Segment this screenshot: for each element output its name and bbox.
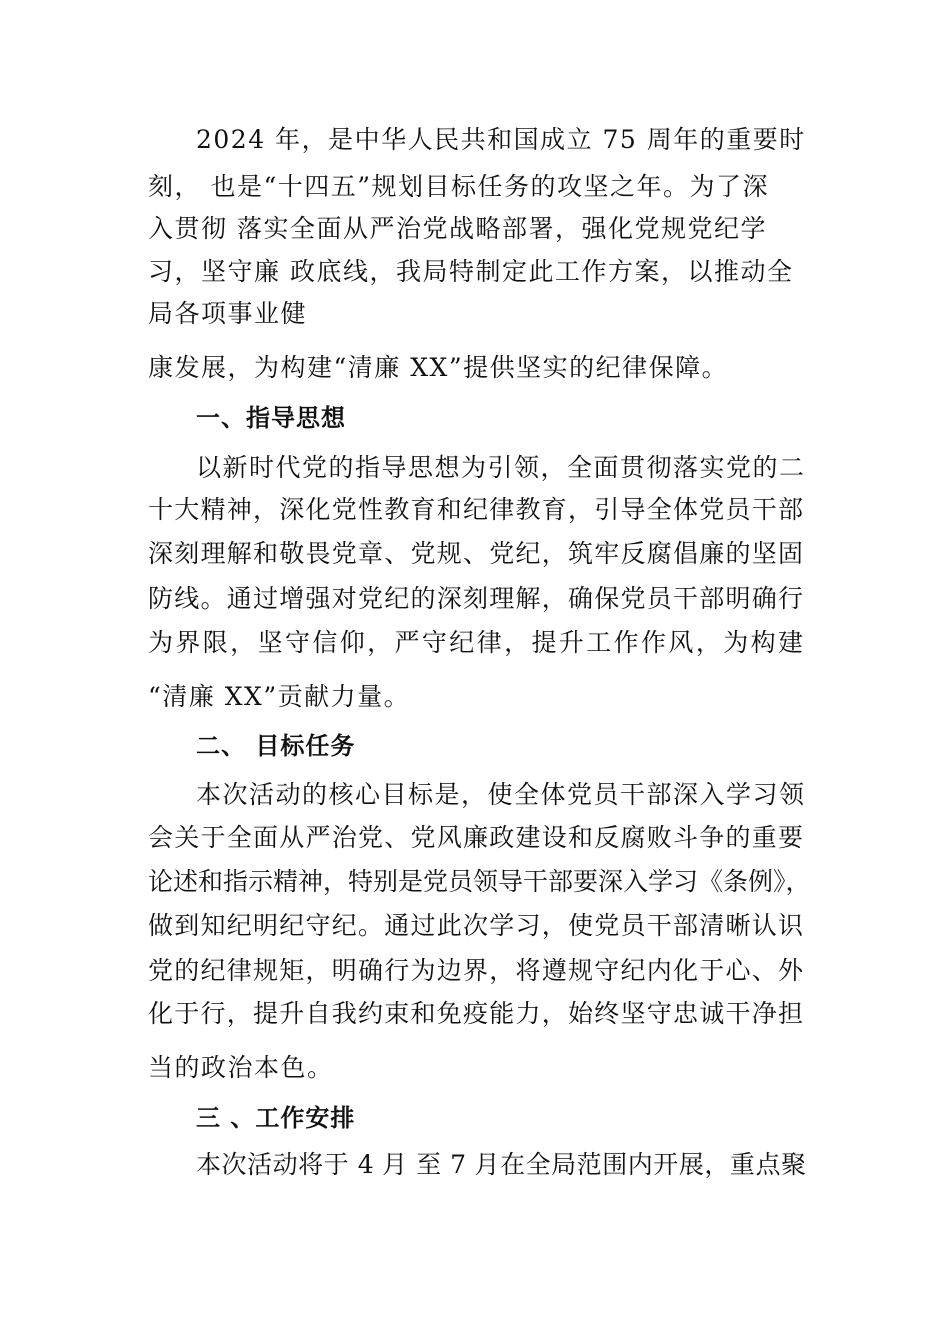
section1-line-6: “清廉 XX”贡献力量。 [148, 682, 411, 711]
section1-line-2: 十大精神，深化党性教育和纪律教育，引导全体党员干部 [148, 495, 803, 524]
intro-line-6: 康发展，为构建“清廉 XX”提供坚实的纪律保障。 [148, 353, 729, 382]
section2-line-5: 党的纪律规矩，明确行为边界，将遵规守纪内化于心、外 [148, 956, 803, 985]
section2-line-1: 本次活动的核心目标是，使全体党员干部深入学习领 [196, 780, 806, 809]
section1-line-4: 防线。通过增强对党纪的深刻理解，确保党员干部明确行 [148, 584, 803, 613]
section3-line-1: 本次活动将于 4 月 至 7 月在全局范围内开展，重点聚 [196, 1150, 806, 1179]
intro-line-2: 刻， 也是“十四五”规划目标任务的攻坚之年。为了深 [148, 172, 770, 201]
section2-line-6: 化于行，提升自我约束和免疫能力，始终坚守忠诚干净担 [148, 999, 803, 1028]
section-heading-objectives: 二、 目标任务 [196, 732, 356, 760]
section1-line-3: 深刻理解和敬畏党章、党规、党纪，筑牢反腐倡廉的坚固 [148, 539, 803, 568]
section-heading-guiding-ideology: 一、指导思想 [196, 404, 346, 432]
intro-line-4: 习，坚守廉 政底线，我局特制定此工作方案，以推动全 [148, 257, 794, 286]
section1-line-1: 以新时代党的指导思想为引领，全面贯彻落实党的二 [196, 453, 806, 482]
section2-line-4: 做到知纪明纪守纪。通过此次学习，使党员干部清晰认识 [148, 911, 803, 940]
section2-line-2: 会关于全面从严治党、党风廉政建设和反腐败斗争的重要 [148, 823, 803, 852]
section-heading-work-arrangement: 三 、工作安排 [196, 1104, 356, 1132]
section2-line-7: 当的政治本色。 [148, 1053, 334, 1082]
section1-line-5: 为界限，坚守信仰，严守纪律，提升工作作风，为构建 [148, 628, 803, 657]
section2-line-3: 论述和指示精神，特别是党员领导干部要深入学习《条例》， [148, 867, 811, 896]
intro-line-3: 入贯彻 落实全面从严治党战略部署，强化党规党纪学 [148, 214, 767, 243]
intro-line-5: 局各项事业健 [148, 299, 308, 328]
intro-line-1: 2024 年，是中华人民共和国成立 75 周年的重要时 [196, 125, 806, 154]
